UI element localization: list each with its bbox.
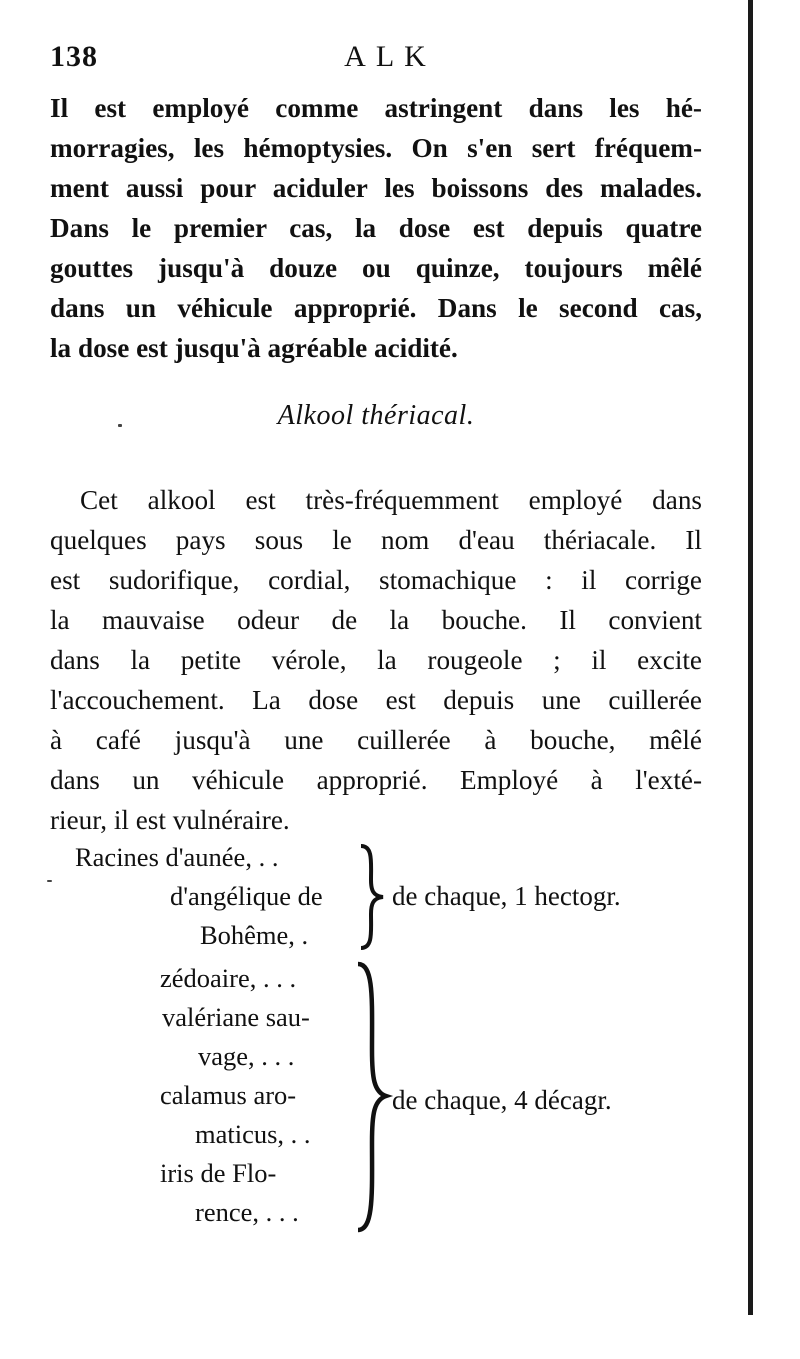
ingredient-line: zédoaire, . . . [160,963,297,993]
text-line: quelques pays sous le nom d'eau thériacale. Il [50,525,702,555]
ingredient-line: maticus, . . [195,1119,311,1149]
stray-print-mark [47,880,52,882]
curly-brace-group2 [350,960,390,1235]
text-line: gouttes jusqu'à douze ou quinze, toujours mêlé [50,253,702,283]
text-line: rieur, il est vulnéraire. [50,805,290,835]
text-line: dans un véhicule approprié. Employé à l'exté- [50,765,702,795]
text-line: dans la petite vérole, la rougeole ; il excite [50,645,702,675]
text-line: Il est employé comme astringent dans les hé- [50,93,702,123]
text-line: est sudorifique, cordial, stomachique : il corrige [50,565,702,595]
ingredient-line: Bohême, . [200,920,309,950]
text-line: Cet alkool est très-fréquemment employé dans [80,485,702,515]
quantity-label: de chaque, 1 hectogr. [392,881,621,911]
running-head: ALK [344,40,436,73]
text-line: dans un véhicule approprié. Dans le second cas, [50,293,702,323]
text-line: la dose est jusqu'à agréable acidité. [50,333,458,363]
ingredient-line: Racines d'aunée, . . [75,842,279,872]
text-line: Dans le premier cas, la dose est depuis quatre [50,213,702,243]
quantity-label: de chaque, 4 décagr. [392,1085,612,1115]
ingredient-line: d'angélique de [170,881,323,911]
ingredient-line: iris de Flo- [160,1158,277,1188]
ingredient-line: calamus aro- [160,1080,297,1110]
text-line: à café jusqu'à une cuillerée à bouche, mêlé [50,725,702,755]
ingredient-line: valériane sau- [162,1002,310,1032]
text-line: ment aussi pour aciduler les boissons des malades. [50,173,702,203]
ingredient-line: rence, . . . [195,1197,299,1227]
text-line: morragies, les hémoptysies. On s'en sert fréquem- [50,133,702,163]
page-number: 138 [50,40,98,73]
ingredient-line: vage, . . . [198,1041,295,1071]
text-line: l'accouchement. La dose est depuis une cuillerée [50,685,702,715]
section-title: Alkool thériacal. [277,400,475,431]
text-line: la mauvaise odeur de la bouche. Il convient [50,605,702,635]
curly-brace-group1 [355,842,389,952]
